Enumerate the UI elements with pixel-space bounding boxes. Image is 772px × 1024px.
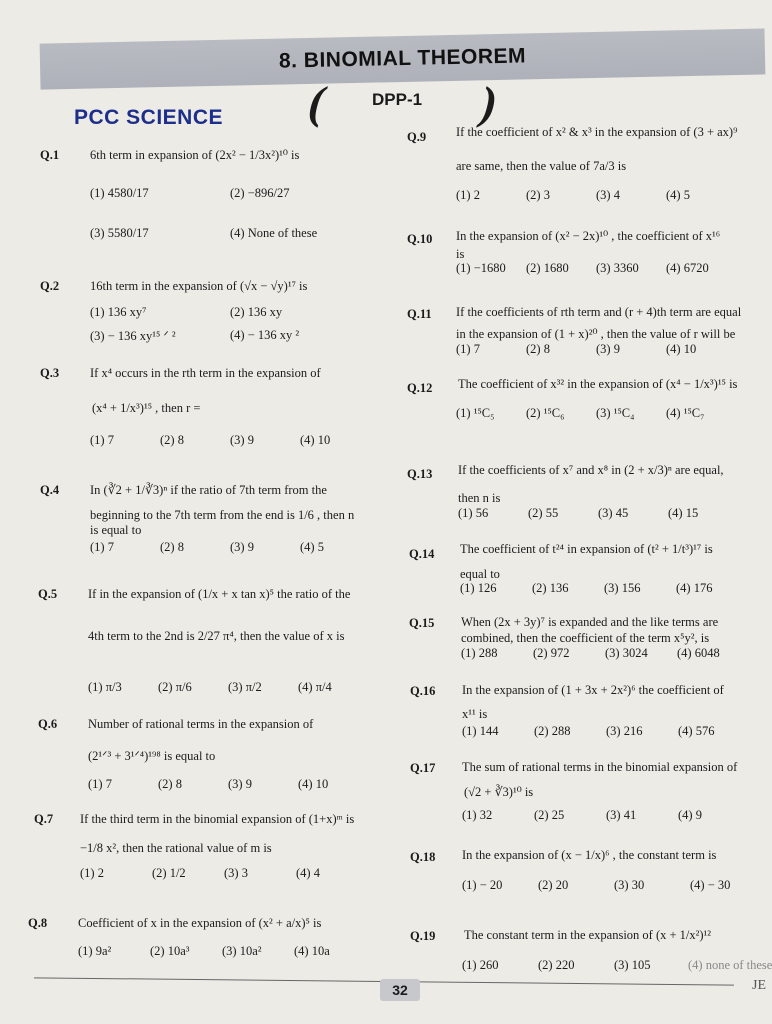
option[interactable]: (3) 3024 [605, 646, 648, 660]
option[interactable]: (4) − 136 xy ² [230, 328, 300, 342]
option[interactable]: (4) − 30 [690, 878, 731, 892]
option[interactable]: (2) ¹⁵C₆ [526, 406, 565, 420]
question-number: Q.14 [409, 547, 435, 561]
option[interactable]: (2) 1/2 [152, 866, 186, 880]
question-text-cont: combined, then the coefficient of the term x⁵y², is [461, 631, 710, 645]
options-row [88, 777, 368, 792]
options-row [462, 878, 760, 893]
option[interactable]: (1) −1680 [456, 261, 506, 275]
option[interactable]: (3) 9 [228, 777, 252, 791]
option[interactable]: (2) 10a³ [150, 944, 190, 958]
option[interactable]: (4) 10 [298, 777, 329, 791]
option[interactable]: (2) 25 [534, 808, 565, 822]
question-text-cont: is equal to [90, 523, 142, 537]
option[interactable]: (3) π/2 [228, 680, 262, 694]
option[interactable]: (1) 32 [462, 808, 493, 822]
option[interactable]: (1) 7 [456, 342, 480, 356]
question-text: Number of rational terms in the expansion of [88, 717, 314, 731]
question-text: If the coefficient of x² & x³ in the expansion of (3 + ax)⁹ [456, 125, 738, 139]
option[interactable]: (3) − 136 xy¹⁵ ᐟ ² [90, 329, 176, 343]
option[interactable]: (1) 2 [456, 188, 480, 202]
question-text: When (2x + 3y)⁷ is expanded and the like terms are [461, 615, 719, 629]
question-text-cont: 4th term to the 2nd is 2/27 π⁴, then the value of x is [88, 629, 345, 643]
option[interactable]: (3) 105 [614, 958, 651, 972]
option[interactable]: (4) 15 [668, 506, 699, 520]
options-row [90, 305, 370, 320]
option[interactable]: (2) 3 [526, 188, 550, 202]
options-row [88, 680, 368, 695]
right-bracket-decoration: ) [474, 77, 503, 128]
options-row [460, 581, 748, 596]
option[interactable]: (3) 45 [598, 506, 629, 520]
footer-corner-text: JE [752, 978, 766, 993]
option[interactable]: (2) 220 [538, 958, 575, 972]
question-number: Q.1 [40, 148, 60, 162]
question-text: In the expansion of (x − 1/x)⁶ , the constant term is [462, 848, 717, 862]
question-number: Q.8 [28, 916, 48, 930]
option[interactable]: (3) 3360 [596, 261, 639, 275]
question-text-cont: then n is [458, 491, 501, 505]
options-row [90, 328, 370, 344]
brand-logo-text: PCC SCIENCE [74, 106, 224, 129]
question-text: If the third term in the binomial expansion of (1+x)ᵐ is [80, 812, 355, 826]
left-bracket-decoration: ( [303, 77, 332, 128]
option[interactable]: (1) 9a² [78, 944, 112, 958]
question-text: If the coefficients of rth term and (r + 4)th term are equal [456, 305, 742, 319]
question-text: If the coefficients of x⁷ and x⁸ in (2 + x/3)ⁿ are equal, [458, 463, 724, 477]
option[interactable]: (3) 4 [596, 188, 620, 202]
question-text-cont: are same, then the value of 7a/3 is [456, 159, 627, 173]
question-text: In (∛2 + 1/∛3)ⁿ if the ratio of 7th term from the [90, 483, 327, 497]
option[interactable]: (4) 5 [300, 540, 324, 554]
dpp-label-block [303, 77, 503, 128]
question-text-cont: (2¹ᐟ³ + 3¹ᐟ⁴)¹⁹⁸ is equal to [88, 749, 216, 763]
option[interactable]: (1) ¹⁵C₅ [456, 406, 495, 420]
option[interactable]: (2) 136 xy [230, 305, 283, 319]
options-row [462, 724, 750, 739]
option[interactable]: (1) 260 [462, 958, 499, 972]
options-row [462, 958, 772, 973]
question-text-cont: is [456, 247, 465, 261]
question-text: The constant term in the expansion of (x + 1/x²)¹² [464, 928, 712, 942]
question-number: Q.19 [410, 929, 436, 943]
options-row [90, 226, 390, 241]
question-number: Q.4 [40, 483, 60, 497]
option[interactable]: (2) 136 [532, 581, 569, 595]
options-row [456, 188, 736, 203]
question-text: The coefficient of t²⁴ in expansion of (t² + 1/t³)¹⁷ is [460, 542, 713, 556]
option[interactable]: (1) π/3 [88, 680, 122, 694]
option[interactable]: (3) 156 [604, 581, 641, 595]
option[interactable]: (4) 10 [666, 342, 697, 356]
question-text: In the expansion of (x² − 2x)¹⁰ , the coefficient of x¹⁶ [456, 229, 721, 243]
question-text-cont: (√2 + ∛3)¹⁰ is [464, 785, 534, 799]
option[interactable]: (1) 126 [460, 581, 497, 595]
question-text: In the expansion of (1 + 3x + 2x²)⁶ the coefficient of [462, 683, 724, 697]
question-text-cont: (x⁴ + 1/x³)¹⁵ , then r = [92, 401, 201, 415]
option[interactable]: (1) 7 [88, 777, 112, 791]
option[interactable]: (4) 4 [296, 866, 320, 880]
question-text-cont: beginning to the 7th term from the end is 1/6 , then n [90, 508, 355, 522]
option[interactable]: (3) 9 [230, 540, 254, 554]
options-row [461, 646, 749, 661]
question-number: Q.16 [410, 684, 436, 698]
options-row [90, 540, 370, 555]
option[interactable]: (4) 176 [676, 581, 713, 595]
option[interactable]: (1) 7 [90, 540, 114, 554]
dpp-label: DPP-1 [372, 90, 423, 109]
question-number: Q.12 [407, 381, 433, 395]
option[interactable]: (3) 9 [230, 433, 254, 447]
question-number: Q.9 [407, 130, 427, 144]
option[interactable]: (3) 41 [606, 808, 637, 822]
option[interactable]: (2) 288 [534, 724, 571, 738]
option[interactable]: (4) π/4 [298, 680, 332, 694]
option[interactable]: (4) 10 [300, 433, 331, 447]
question-text: 6th term in expansion of (2x² − 1/3x²)¹⁰ is [90, 148, 300, 162]
page-number: 32 [380, 979, 420, 1001]
chapter-title: 8. BINOMIAL THEOREM [278, 44, 527, 73]
question-text-cont: x¹¹ is [462, 707, 488, 721]
option[interactable]: (2) 55 [528, 506, 559, 520]
option[interactable]: (2) −896/27 [230, 186, 290, 200]
question-number: Q.5 [38, 587, 58, 601]
question-text: The sum of rational terms in the binomial expansion of [462, 760, 738, 774]
option[interactable]: (1) 136 xy⁷ [90, 305, 147, 319]
option[interactable]: (4) None of these [230, 226, 318, 240]
options-row [90, 186, 370, 201]
option[interactable]: (1) 7 [90, 433, 114, 447]
option[interactable]: (1) 2 [80, 866, 104, 880]
options-row [456, 342, 736, 357]
options-row [456, 261, 736, 276]
question-number: Q.2 [40, 279, 60, 293]
question-number: Q.3 [40, 366, 60, 380]
option[interactable]: (1) 288 [461, 646, 498, 660]
option[interactable]: (3) 9 [596, 342, 620, 356]
question-number: Q.7 [34, 812, 54, 826]
option[interactable]: (2) 1680 [526, 261, 569, 275]
options-row [456, 406, 736, 421]
option[interactable]: (4) 5 [666, 188, 690, 202]
option[interactable]: (3) 30 [614, 878, 645, 892]
option[interactable]: (4) ¹⁵C₇ [666, 406, 705, 420]
option[interactable]: (3) 216 [606, 724, 643, 738]
options-row [458, 506, 738, 521]
question-number: Q.10 [407, 232, 433, 246]
question-number: Q.18 [410, 850, 436, 864]
option[interactable]: (1) 4580/17 [90, 186, 149, 200]
option[interactable]: (3) 10a² [222, 944, 262, 958]
question-number: Q.17 [410, 761, 436, 775]
option[interactable]: (4) 9 [678, 808, 702, 822]
question-text: The coefficient of x³² in the expansion of (x⁴ − 1/x³)¹⁵ is [458, 377, 738, 391]
option[interactable]: (2) π/6 [158, 680, 192, 694]
question-text-cont: in the expansion of (1 + x)²⁰ , then the value of r will be [456, 327, 736, 341]
option[interactable]: (4) none of these [688, 958, 772, 972]
option[interactable]: (3) ¹⁵C₄ [596, 406, 635, 420]
question-number: Q.15 [409, 616, 435, 630]
option[interactable]: (3) 3 [224, 866, 248, 880]
options-row [78, 944, 366, 959]
option[interactable]: (4) 576 [678, 724, 715, 738]
chapter-title-banner [40, 28, 766, 89]
options-row [80, 866, 368, 881]
question-text: Coefficient of x in the expansion of (x² + a/x)⁵ is [78, 916, 322, 930]
options-row [90, 433, 370, 448]
option[interactable]: (4) 6048 [677, 646, 720, 660]
option[interactable]: (1) 56 [458, 506, 489, 520]
question-text-cont: −1/8 x², then the rational value of m is [80, 841, 272, 855]
option[interactable]: (2) 8 [160, 433, 184, 447]
option[interactable]: (2) 8 [160, 540, 184, 554]
question-number: Q.11 [407, 307, 432, 321]
question-text: If in the expansion of (1/x + x tan x)⁵ the ratio of the [88, 587, 351, 601]
options-row [462, 808, 750, 823]
option[interactable]: (4) 10a [294, 944, 330, 958]
option[interactable]: (2) 972 [533, 646, 570, 660]
question-number: Q.13 [407, 467, 433, 481]
option[interactable]: (2) 20 [538, 878, 569, 892]
option[interactable]: (1) − 20 [462, 878, 503, 892]
option[interactable]: (1) 144 [462, 724, 499, 738]
question-number: Q.6 [38, 717, 58, 731]
question-text: 16th term in the expansion of (√x − √y)¹⁷ is [90, 279, 308, 293]
question-text: If x⁴ occurs in the rth term in the expansion of [90, 366, 321, 380]
option[interactable]: (2) 8 [526, 342, 550, 356]
option[interactable]: (4) 6720 [666, 261, 709, 275]
option[interactable]: (2) 8 [158, 777, 182, 791]
option[interactable]: (3) 5580/17 [90, 226, 149, 240]
question-text-cont: equal to [460, 567, 500, 581]
